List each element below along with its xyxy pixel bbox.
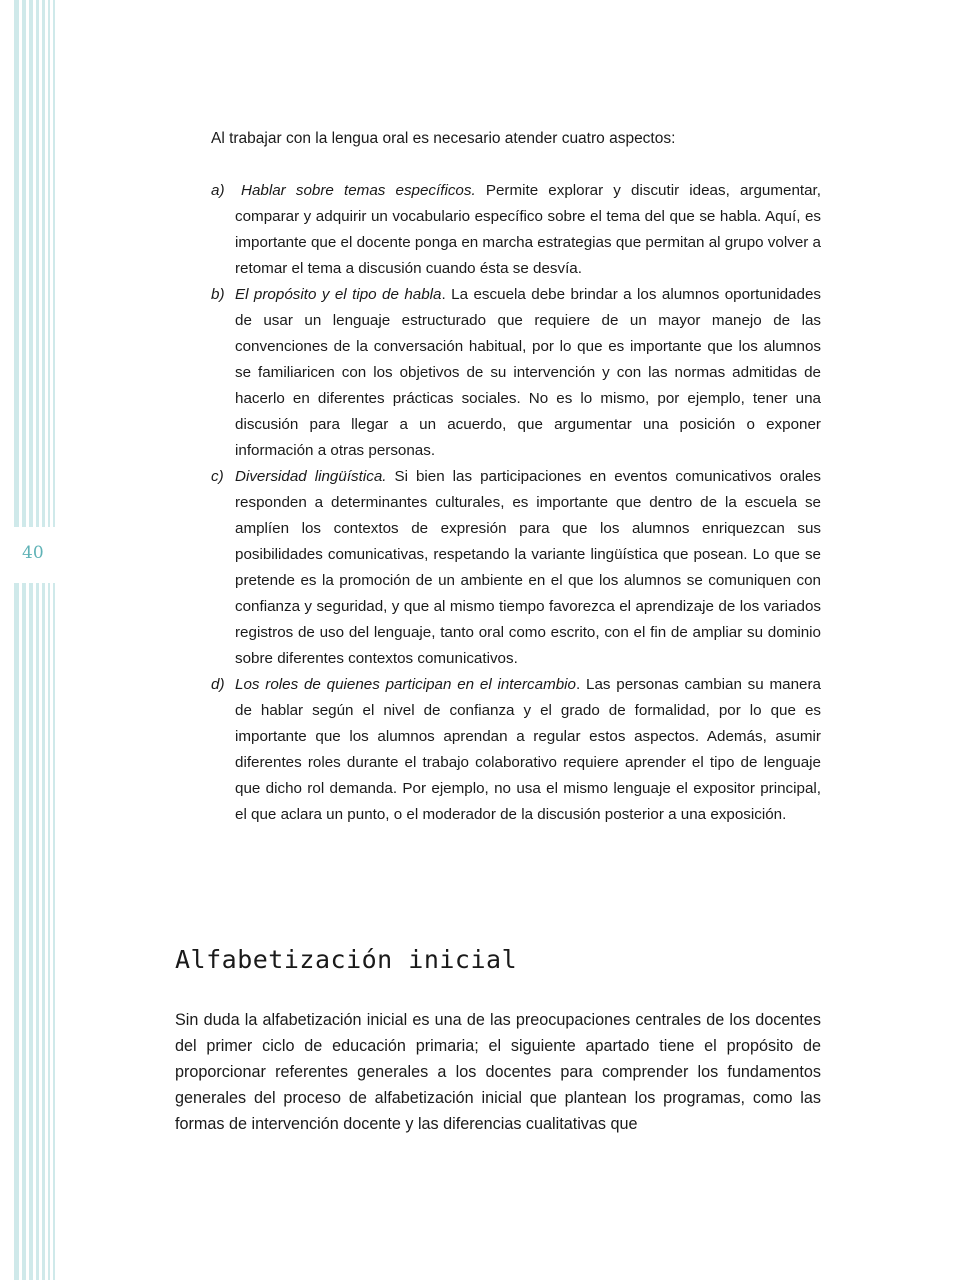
list-marker: b) (211, 286, 225, 303)
item-lead: Diversidad lingüística. (235, 468, 387, 485)
list-item (211, 672, 821, 828)
list-marker: a) (211, 182, 225, 199)
section-heading: Alfabetización inicial (175, 945, 518, 974)
item-lead: Los roles de quienes participan en el intercambio (235, 676, 576, 693)
margin-stripe (42, 0, 45, 1280)
list-marker: d) (211, 676, 225, 693)
list-item (211, 178, 821, 282)
margin-stripe (29, 0, 33, 1280)
section-paragraph: Sin duda la alfabetización inicial es una de las preocupaciones centrales de los docentes del primer ciclo de educación primaria; el siguiente apartado tiene el propósito de proporcionar referentes generales a los docentes para comprender los fundamentos generales del proceso de alfabetización inicial que plantean los programas, como las formas de intervención docente y las diferencias cualitativas que (175, 1011, 821, 1133)
margin-stripe (48, 0, 50, 1280)
item-text: Si bien las participaciones en eventos comunicativos orales responden a determinantes culturales, es importante que dentro de la escuela se amplíen los contextos de expresión para que los alumnos enriquezcan sus posibilidades comunicativas, respetando la variante lingüística que posean. Lo que se pretende es la promoción de un ambiente en el que los alumnos se comuniquen con confianza y seguridad, y que al mismo tiempo favorezca el aprendizaje de los variados registros de uso del lenguaje, tanto oral como escrito, con el fin de ampliar su dominio sobre diferentes contextos comunicativos. (235, 468, 821, 667)
margin-stripe (36, 0, 39, 1280)
item-text: . Las personas cambian su manera de hablar según el nivel de confianza y el grado de formalidad, por lo que es importante que los alumnos aprendan a regular estos aspectos. Además, asumir diferentes roles durante el trabajo colaborativo requiere aprender el tipo de lenguaje que dicho rol demanda. Por ejemplo, no usa el mismo lenguaje el expositor principal, el que aclara un punto, o el moderador de la discusión posterior a una exposición. (235, 676, 821, 823)
aspects-list (211, 178, 821, 828)
intro-sentence: Al trabajar con la lengua oral es necesario atender cuatro aspectos: (211, 130, 676, 147)
list-item (211, 282, 821, 464)
list-marker: c) (211, 468, 224, 485)
margin-stripe (53, 0, 55, 1280)
margin-stripe (14, 0, 19, 1280)
item-text: Permite explorar y discutir ideas, argumentar, comparar y adquirir un vocabulario específico sobre el tema del que se habla. Aquí, es importante que el docente ponga en marcha estrategias que permitan al grupo volver a retomar el tema a discusión cuando ésta se desvía. (235, 182, 821, 277)
margin-stripe (22, 0, 26, 1280)
page-number: 40 (22, 543, 44, 563)
item-lead: Hablar sobre temas específicos. (241, 182, 476, 199)
item-text: . La escuela debe brindar a los alumnos oportunidades de usar un lenguaje estructurado que requiere de un mayor manejo de las convenciones de la conversación habitual, por lo que es importante que los alumnos se familiaricen con los objetivos de su intervención y con las normas admitidas de hacerlo en diferentes prácticas sociales. No es lo mismo, por ejemplo, tener una discusión para llegar a un acuerdo, que argumentar una posición o exponer información a otras personas. (235, 286, 821, 459)
item-lead: El propósito y el tipo de habla (235, 286, 442, 303)
decorative-margin-stripes (0, 0, 60, 1280)
list-item (211, 464, 821, 672)
